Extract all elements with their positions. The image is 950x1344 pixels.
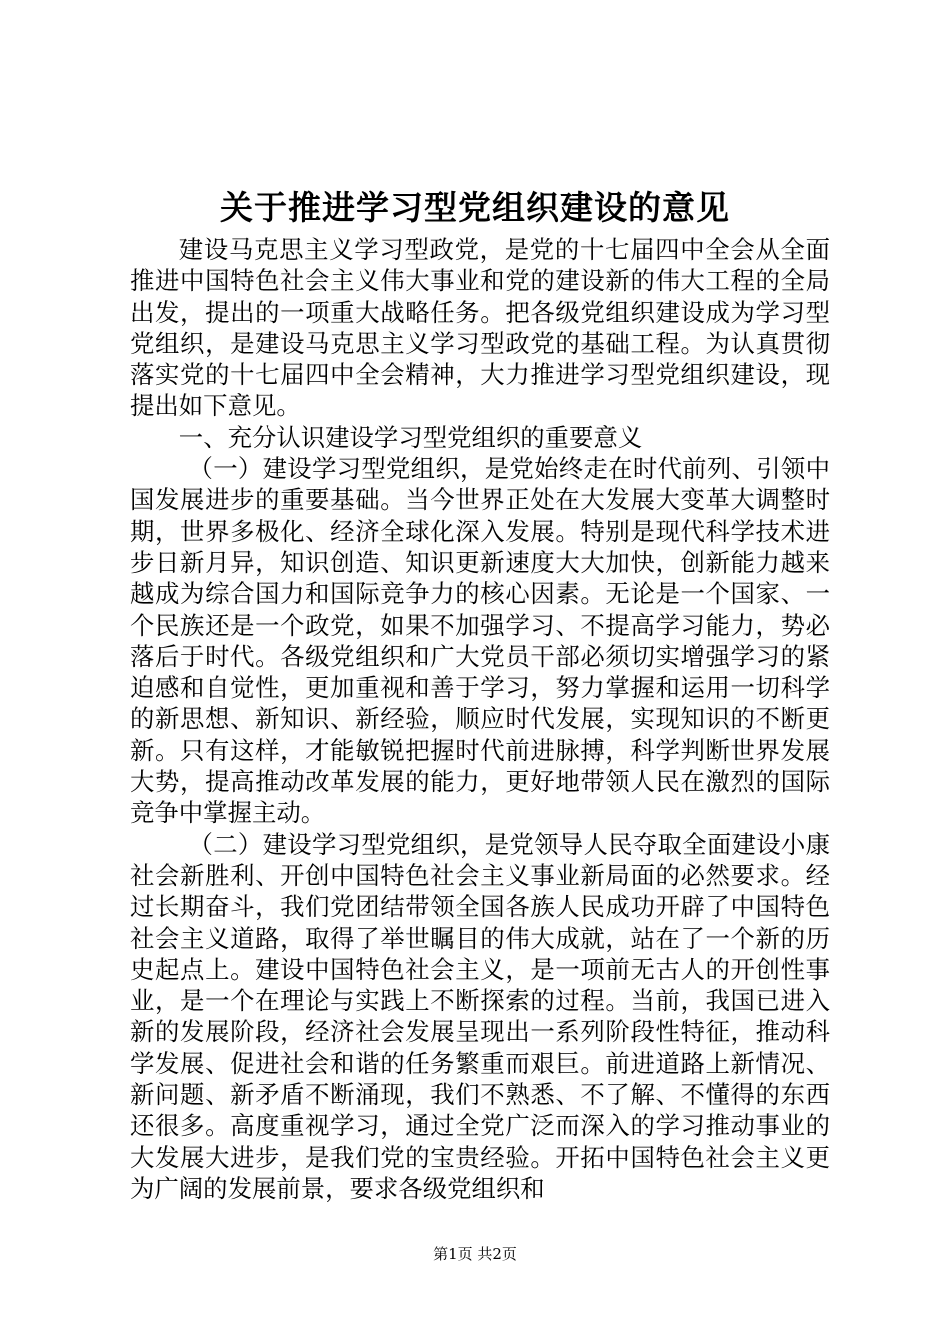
body-paragraph-2: （二）建设学习型党组织，是党领导人民夺取全面建设小康社会新胜利、开创中国特色社会主义事业新局面的必然要求。经过长期奋斗，我们党团结带领全国各族人民成功开辟了中国特色社会主义道路，取得了举世瞩目的伟大成就，站在了一个新的历史起点上。建设中国特色社会主义，是一项前无古人的开创性事业，是一个在理论与实践上不断探索的过程。当前，我国已进入新的发展阶段，经济社会发展呈现出一系列阶段性特征，推动科学发展、促进社会和谐的任务繁重而艰巨。前进道路上新情况、新问题、新矛盾不断涌现，我们不熟悉、不了解、不懂得的东西还很多。高度重视学习，通过全党广泛而深入的学习推动事业的大发展大进步，是我们党的宝贵经验。开拓中国特色社会主义更为广阔的发展前景，要求各级党组织和 — [130, 829, 830, 1203]
document-title: 关于推进学习型党组织建设的意见 — [220, 188, 730, 227]
intro-paragraph: 建设马克思主义学习型政党，是党的十七届四中全会从全面推进中国特色社会主义伟大事业和党的建设新的伟大工程的全局出发，提出的一项重大战略任务。把各级党组织建设成为学习型党组织，是建设马克思主义学习型政党的基础工程。为认真贯彻落实党的十七届四中全会精神，大力推进学习型党组织建设，现提出如下意见。 — [130, 235, 830, 421]
section-heading: 一、充分认识建设学习型党组织的重要意义 — [178, 422, 643, 452]
body-paragraph-1: （一）建设学习型党组织，是党始终走在时代前列、引领中国发展进步的重要基础。当今世界正处在大发展大变革大调整时期，世界多极化、经济全球化深入发展。特别是现代科学技术进步日新月异，知识创造、知识更新速度大大加快，创新能力越来越成为综合国力和国际竞争力的核心因素。无论是一个国家、一个民族还是一个政党，如果不加强学习、不提高学习能力，势必落后于时代。各级党组织和广大党员干部必须切实增强学习的紧迫感和自觉性，更加重视和善于学习，努力掌握和运用一切科学的新思想、新知识、新经验，顺应时代发展，实现知识的不断更新。只有这样，才能敏锐把握时代前进脉搏，科学判断世界发展大势，提高推动改革发展的能力，更好地带领人民在激烈的国际竞争中掌握主动。 — [130, 454, 830, 828]
page-footer: 第1页 共2页 — [433, 1245, 517, 1263]
document-body — [130, 234, 830, 1204]
